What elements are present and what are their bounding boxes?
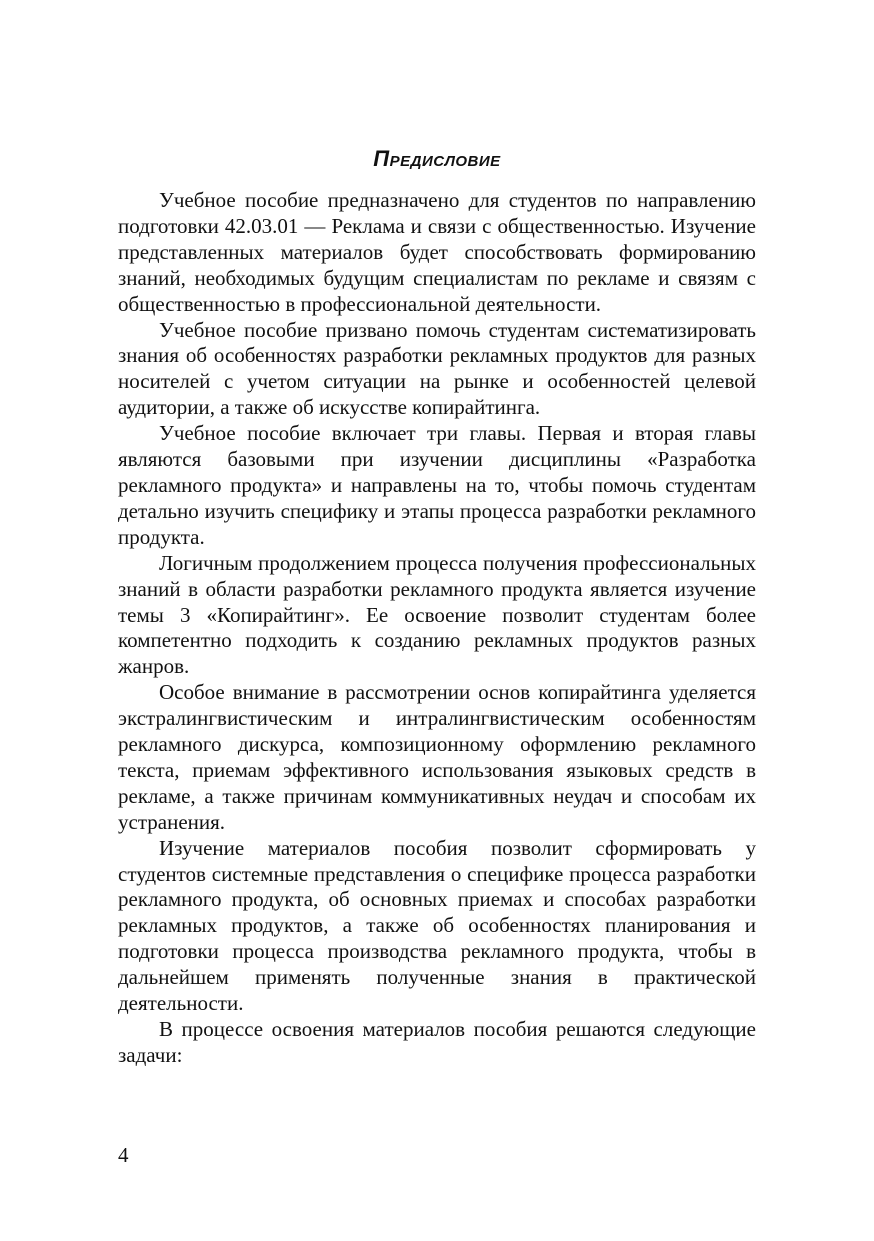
- paragraph-6: Изучение материалов пособия позволит сформировать у студентов системные представления о специфике процесса разработки рекламного продукта, об основных приемах и способах разработки рекламных продуктов, а также об особенностях планирования и подготовки процесса производства рекламного продукта, чтобы в дальнейшем применять полученные знания в практической деятельности.: [118, 835, 756, 1016]
- paragraph-4: Логичным продолжением процесса получения профессиональных знаний в области разработки рекламного продукта является изучение темы 3 «Копирайтинг». Ее освоение позволит студентам более компетентно подходить к созданию рекламных продуктов разных жанров.: [118, 550, 756, 679]
- paragraph-2: Учебное пособие призвано помочь студентам систематизировать знания об особенностях разработки рекламных продуктов для разных носителей с учетом ситуации на рынке и особенностей целевой аудитории, а также об искусстве копирайтинга.: [118, 317, 756, 420]
- paragraph-7: В процессе освоения материалов пособия решаются следующие задачи:: [118, 1017, 756, 1067]
- paragraph-5: Особое внимание в рассмотрении основ копирайтинга уделяется экстралингвистическим и интралингвистическим особенностям рекламного дискурса, композиционному оформлению рекламного текста, приемам эффективного использования языковых средств в рекламе, а также причинам коммуникативных неудач и способам их устранения.: [118, 680, 756, 834]
- page-title: Предисловие: [373, 146, 501, 171]
- paragraph-3: Учебное пособие включает три главы. Первая и вторая главы являются базовыми при изучении дисциплины «Разработка рекламного продукта» и направлены на то, чтобы помочь студентам детально изучить специфику и этапы процесса разработки рекламного продукта.: [118, 421, 756, 549]
- paragraph-1: Учебное пособие предназначено для студентов по направлению подготовки 42.03.01 — Реклама и связи с общественностью. Изучение представленных материалов будет способствовать формированию знаний, необходимых будущим специалистам по рекламе и связям с общественностью в профессиональной деятельности.: [118, 188, 756, 316]
- preface-body: [118, 188, 756, 1069]
- page-number: 4: [118, 1143, 129, 1167]
